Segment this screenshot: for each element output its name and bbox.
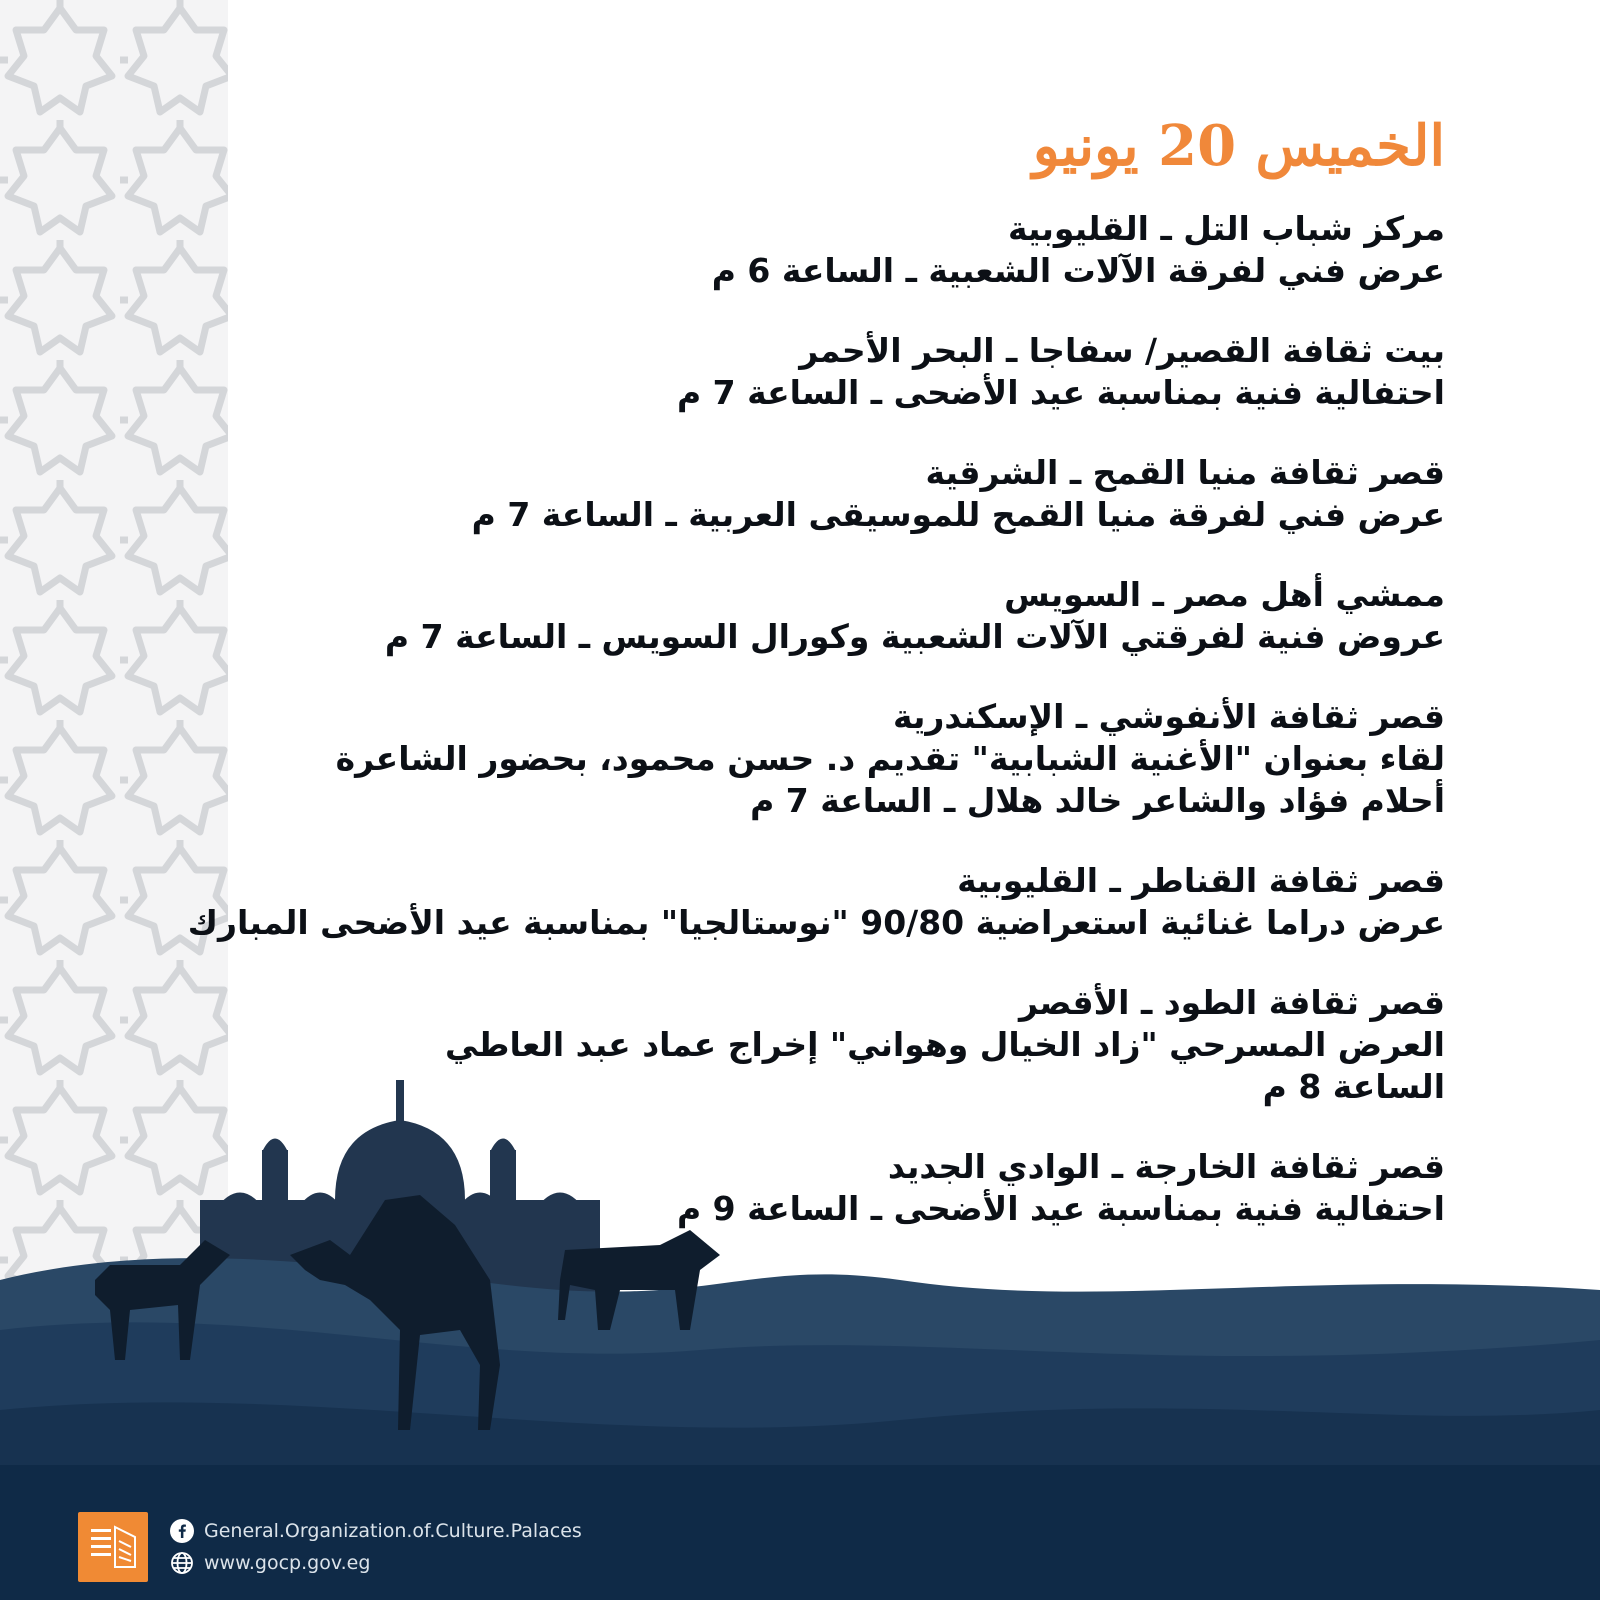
- event-item: [245, 696, 1445, 822]
- contact-list: [170, 1519, 582, 1575]
- event-item: [245, 208, 1445, 292]
- event-description: احتفالية فنية بمناسبة عيد الأضحى ـ الساعة 9 م: [676, 1189, 1445, 1228]
- facebook-icon: [170, 1519, 194, 1543]
- event-item: [245, 452, 1445, 536]
- globe-icon: [170, 1551, 194, 1575]
- event-description: لقاء بعنوان "الأغنية الشبابية" تقديم د. حسن محمود، بحضور الشاعرة أحلام فؤاد والشاعر خالد هلال ـ الساعة 7 م: [335, 739, 1445, 820]
- event-item: [245, 330, 1445, 414]
- event-venue: قصر ثقافة الخارجة ـ الوادي الجديد: [887, 1147, 1445, 1186]
- event-item: [245, 1146, 1445, 1230]
- event-description: العرض المسرحي "زاد الخيال وهواني" إخراج عماد عبد العاطي: [444, 1025, 1445, 1064]
- event-venue: قصر ثقافة الطود ـ الأقصر: [1018, 983, 1445, 1022]
- event-description: عروض فنية لفرقتي الآلات الشعبية وكورال السويس ـ الساعة 7 م: [384, 617, 1445, 656]
- event-time: الساعة 8 م: [1262, 1067, 1445, 1106]
- footer: [78, 1512, 582, 1582]
- event-item: [187, 860, 1445, 944]
- facebook-text: General.Organization.of.Culture.Palaces: [204, 1520, 582, 1542]
- event-description: عرض فني لفرقة منيا القمح للموسيقى العربية ـ الساعة 7 م: [471, 495, 1445, 534]
- event-venue: قصر ثقافة منيا القمح ـ الشرقية: [925, 453, 1445, 492]
- gocp-logo: [78, 1512, 148, 1582]
- event-venue: ممشي أهل مصر ـ السويس: [1004, 575, 1445, 614]
- website-text: www.gocp.gov.eg: [204, 1552, 371, 1574]
- event-venue: مركز شباب التل ـ القليوبية: [1008, 209, 1445, 248]
- event-item: [245, 574, 1445, 658]
- event-description: احتفالية فنية بمناسبة عيد الأضحى ـ الساعة 7 م: [676, 373, 1445, 412]
- page-title: الخميس 20 يونيو: [1032, 113, 1445, 179]
- event-venue: قصر ثقافة الأنفوشي ـ الإسكندرية: [892, 697, 1445, 736]
- events-content: [187, 110, 1445, 1268]
- event-description: عرض فني لفرقة الآلات الشعبية ـ الساعة 6 م: [711, 251, 1445, 290]
- event-venue: قصر ثقافة القناطر ـ القليوبية: [957, 861, 1445, 900]
- facebook-link[interactable]: [170, 1519, 582, 1543]
- event-item: [245, 982, 1445, 1108]
- event-description: عرض دراما غنائية استعراضية 90/80 "نوستالجيا" بمناسبة عيد الأضحى المبارك: [187, 903, 1445, 942]
- website-link[interactable]: [170, 1551, 582, 1575]
- event-venue: بيت ثقافة القصير/ سفاجا ـ البحر الأحمر: [799, 331, 1445, 370]
